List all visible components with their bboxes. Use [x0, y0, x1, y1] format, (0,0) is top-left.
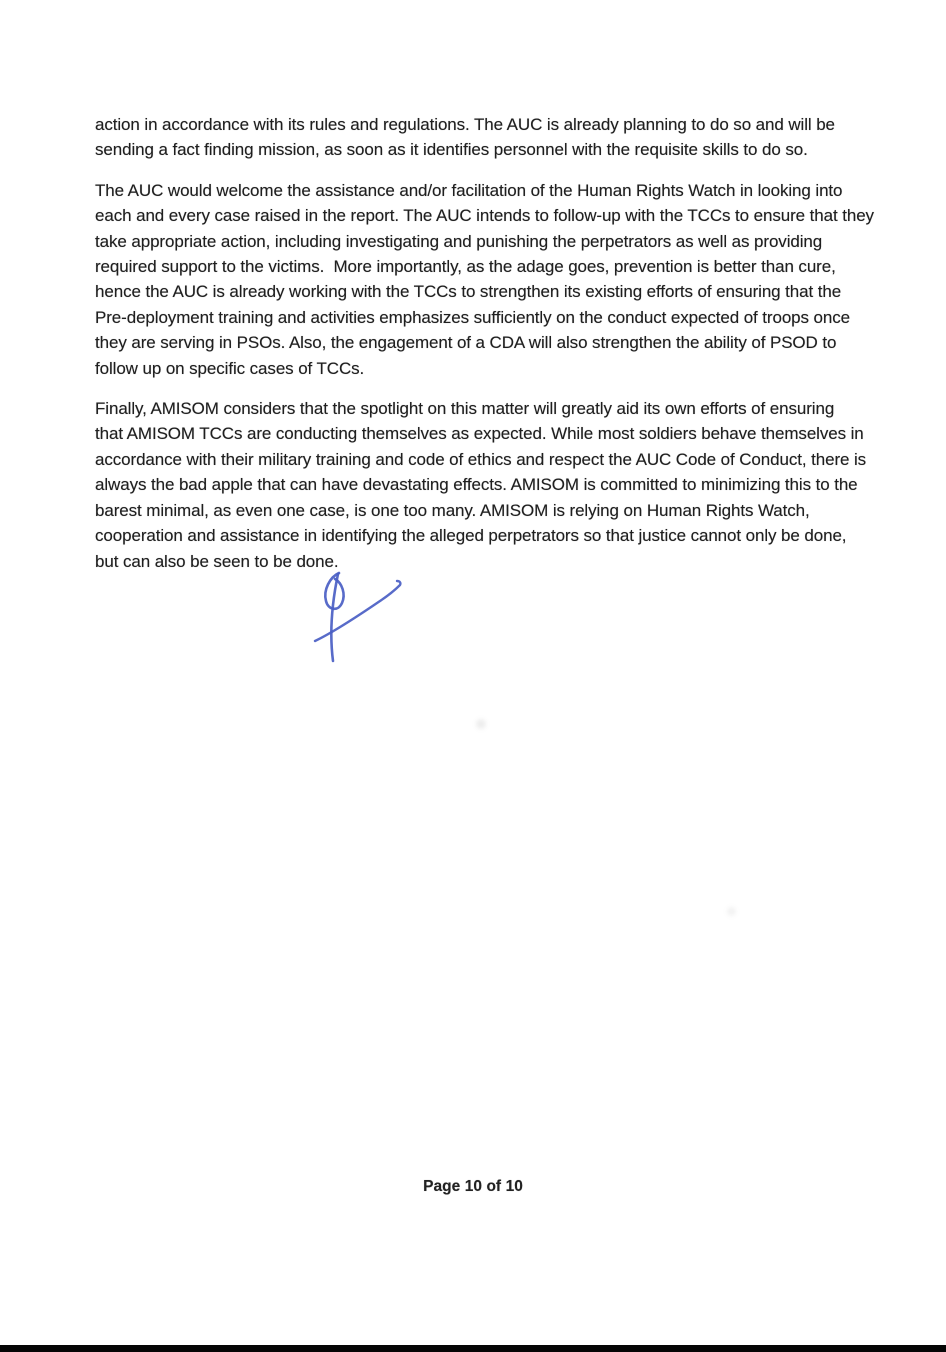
footer-label-of: of	[486, 1178, 502, 1195]
document-body	[95, 112, 910, 589]
text-line: they are serving in PSOs. Also, the engagement of a CDA will also strengthen the ability of PSOD to	[95, 333, 837, 353]
text-line: action in accordance with its rules and regulations. The AUC is already planning to do so and will be	[95, 115, 835, 134]
footer-total-pages: 10	[505, 1178, 523, 1195]
page-footer	[0, 1178, 946, 1196]
text-line: sending a fact finding mission, as soon as it identifies personnel with the requisite skills to do so.	[95, 140, 808, 160]
text-line: Finally, AMISOM considers that the spotlight on this matter will greatly aid its own efforts of ensuring	[95, 399, 835, 419]
paragraph	[95, 396, 910, 574]
text-line: but can also be seen to be done.	[95, 551, 339, 571]
text-line: hence the AUC is already working with the TCCs to strengthen its existing efforts of ensuring that the	[95, 282, 842, 302]
text-line: follow up on specific cases of TCCs.	[95, 358, 365, 378]
scan-artifact	[727, 907, 736, 916]
text-line: Pre-deployment training and activities emphasizes sufficiently on the conduct expected of troops once	[95, 307, 851, 327]
text-line: always the bad apple that can have devastating effects. AMISOM is committed to minimizing this to the	[95, 475, 858, 495]
text-line: accordance with their military training and code of ethics and respect the AUC Code of Conduct, there is	[95, 449, 867, 469]
scan-artifact	[476, 719, 486, 729]
footer-page-number: 10	[464, 1178, 482, 1195]
text-line: required support to the victims. More importantly, as the adage goes, prevention is better than cure,	[95, 257, 836, 277]
text-line: The AUC would welcome the assistance and/or facilitation of the Human Rights Watch in looking into	[95, 180, 843, 200]
text-line: take appropriate action, including investigating and punishing the perpetrators as well as providing	[95, 231, 823, 251]
text-line: cooperation and assistance in identifying the alleged perpetrators so that justice cannot only be done,	[95, 526, 847, 546]
paragraph	[95, 112, 910, 163]
scan-edge-bar	[0, 1345, 946, 1352]
text-line: barest minimal, as even one case, is one too many. AMISOM is relying on Human Rights Watch,	[95, 500, 810, 520]
footer-label-page: Page	[423, 1178, 461, 1195]
paragraph	[95, 178, 910, 381]
text-line: each and every case raised in the report. The AUC intends to follow-up with the TCCs to ensure that they	[95, 206, 874, 226]
text-line: that AMISOM TCCs are conducting themselves as expected. While most soldiers behave themselves in	[95, 424, 864, 444]
signature-ink	[302, 564, 412, 666]
